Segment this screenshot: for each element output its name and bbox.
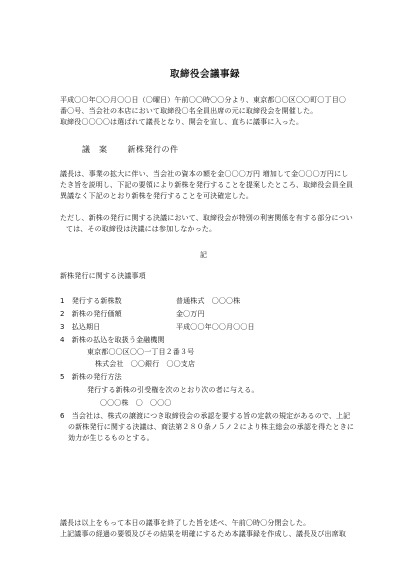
term-4-label: 4 新株の払込を取扱う金融機関 (60, 336, 165, 344)
term-4-address: 東京都〇〇区〇〇一丁目２番３号 (87, 348, 195, 356)
agenda-heading (82, 144, 179, 155)
agenda-label: 議 案 (82, 145, 108, 154)
term-6-line-3: 効力が生じるものとする。 (68, 434, 154, 442)
opening-line-2: 番〇号、当会社の本店において取締役〇名全員出席の元に取締役会を開催した。 (60, 107, 318, 115)
term-2-label: 2 新株の発行価額 (60, 310, 122, 318)
document-title: 取締役会議事録 (169, 69, 240, 80)
term-5-line-1: 発行する新株の引受権を次のとおり次の者に与える。 (87, 386, 259, 394)
closing-line-1: 議長は以上をもって本日の議事を終了した旨を述べ、午前〇時〇分閉会した。 (60, 519, 311, 527)
term-3-value: 平成〇〇年〇〇月〇〇日 (176, 323, 255, 331)
term-1-label: 1 発行する新株数 (60, 297, 122, 305)
opening-line-3: 取締役〇〇〇〇は選ばれて議長となり、開会を宣し、直ちに議事に入った。 (60, 118, 304, 126)
closing-line-2: 上記議事の経過の要領及びその結果を明確にするため本議事録を作成し、議長及び出席取 (60, 530, 346, 538)
term-6-line-2: の新株発行に関する決議は、商法第２８０条ノ５ノ２により株主総会の承認を得たときに (68, 423, 354, 431)
discussion-line-3: 異議なく下記のとおり新株を発行することを可決確定した。 (60, 192, 254, 200)
opening-line-1: 平成〇〇年〇〇月〇〇日（〇曜日）午前〇〇時〇〇分より、東京都〇〇区〇〇町〇丁目〇 (60, 96, 346, 104)
proviso-line-2: ては、その取締役は決議には参加しなかった。 (66, 225, 217, 233)
terms-heading: 新株発行に関する決議事項 (60, 272, 146, 280)
term-5-label: 5 新株の発行方法 (60, 373, 122, 381)
term-5-line-2: 〇〇〇株 〇 〇〇〇 (100, 399, 172, 407)
ki-marker: 記 (200, 251, 208, 259)
term-6-line-1: 6 当会社は、株式の譲渡につき取締役会の承認を要する旨の定款の規定があるので、上記 (60, 412, 351, 420)
term-1-value: 普通株式 〇〇〇株 (176, 297, 241, 305)
term-2-value: 金〇万円 (176, 310, 205, 318)
discussion-line-1: 議長は、事業の拡大に伴い、当会社の資本の額を金〇〇〇万円 増加して金〇〇〇万円にし (60, 170, 349, 178)
term-3-label: 3 払込期日 (60, 323, 101, 331)
agenda-subject: 新株発行の件 (127, 145, 179, 154)
discussion-line-2: たき旨を説明し、下記の要領により新株を発行することを提案したところ、取締役会員全員 (60, 181, 354, 189)
term-4-bank: 株式会社 〇〇銀行 〇〇支店 (95, 360, 196, 368)
proviso-line-1: ただし、新株の発行に関する決議において、取締役会が特別の利害関係を有する部分につい (60, 214, 353, 222)
